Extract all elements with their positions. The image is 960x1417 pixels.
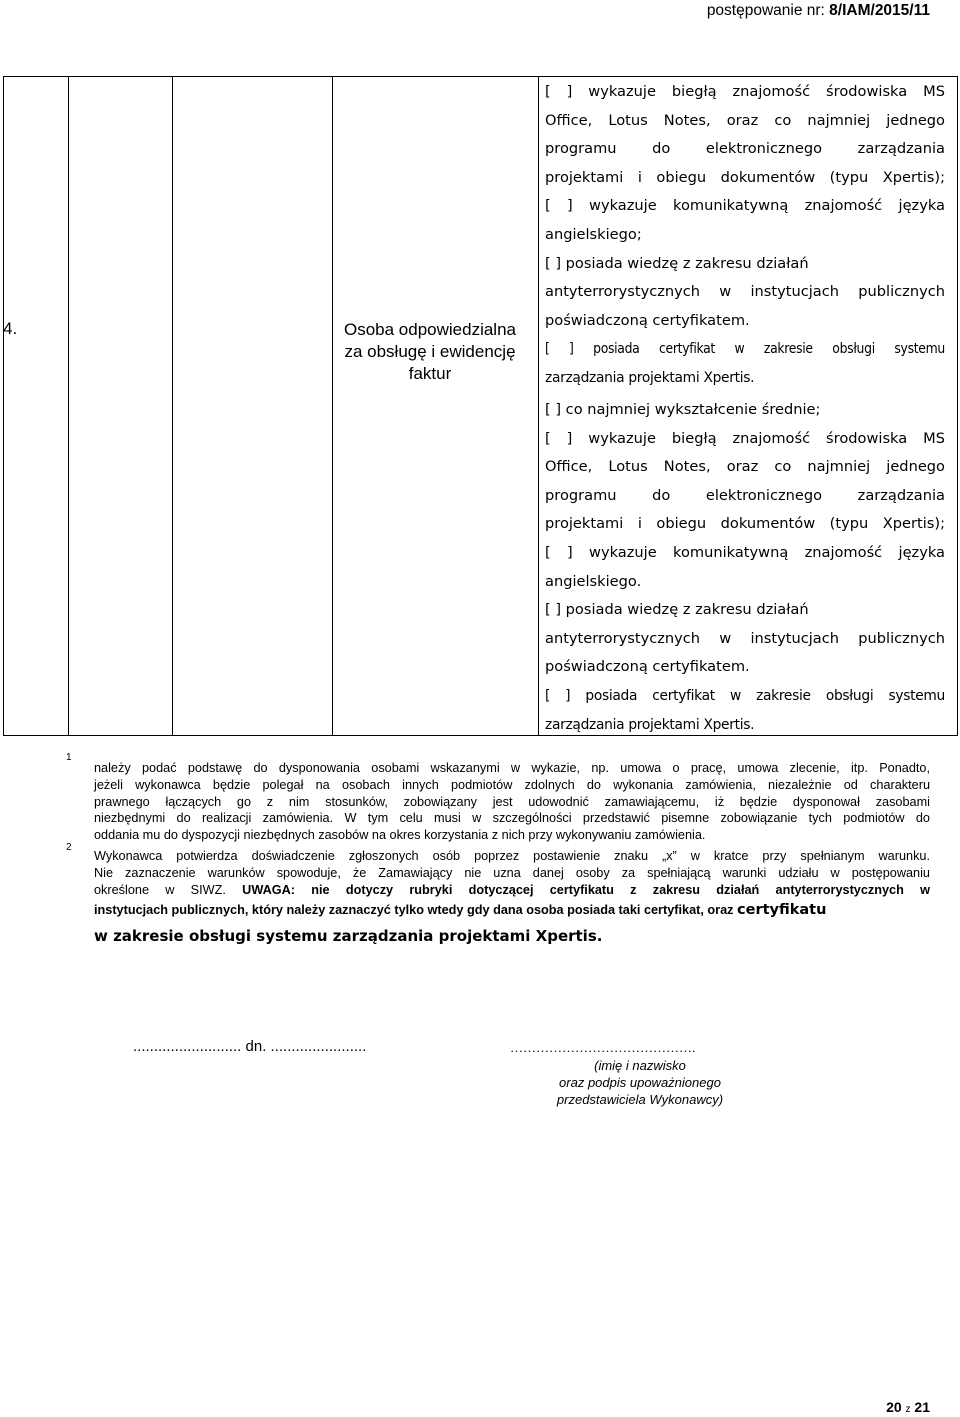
requirement-line: programu do elektronicznego zarządzania xyxy=(545,486,945,504)
footnote-line: Nie zaznaczenie warunków spowoduje, że Zamawiający nie uzna danej osoby za spełniającą warunki udziału w postępowaniu xyxy=(94,865,930,880)
footnote-line xyxy=(94,882,930,899)
reference-prefix: postępowanie nr: xyxy=(706,2,830,19)
requirement-line: Office, Lotus Notes, oraz co najmniej jednego xyxy=(545,458,945,476)
footnote-warning-end: w zakresie obsługi systemu zarządzania projektami Xpertis. xyxy=(94,927,603,945)
footnote-line xyxy=(94,902,930,919)
requirements-block-1 xyxy=(545,78,945,393)
requirement-line: [ ] wykazuje komunikatywną znajomość języka xyxy=(545,197,945,215)
table-divider xyxy=(172,77,173,735)
footnote-mark-1: 1 xyxy=(66,752,72,763)
signature-caption-line: oraz podpis upoważnionego xyxy=(559,1075,721,1090)
row-number: 4. xyxy=(3,319,18,338)
signature-caption xyxy=(520,1057,760,1108)
footnote-warning: certyfikatu xyxy=(737,902,827,919)
reference-number: 8/IAM/2015/11 xyxy=(829,2,930,19)
footnote-1 xyxy=(94,760,930,844)
requirement-line: Office, Lotus Notes, oraz co najmniej jednego xyxy=(545,111,945,129)
requirement-line: [ ] posiada wiedzę z zakresu działań xyxy=(545,254,809,272)
place-date-line: .......................... dn. ....................... xyxy=(133,1038,367,1055)
requirement-line: poświadczoną certyfikatem. xyxy=(545,311,750,329)
page-current: 20 xyxy=(886,1399,902,1415)
footnote-line: jeżeli wykonawca będzie polegał na osobach innych podmiotów zdolnych do wykonania zamówienia, niezależnie od charakteru xyxy=(94,777,930,792)
role-title-line: Osoba odpowiedzialna xyxy=(343,320,516,339)
role-title xyxy=(330,319,530,385)
requirement-line: zarządzania projektami Xpertis. xyxy=(545,369,755,386)
footnote-line: należy podać podstawę do dysponowania osobami wskazanymi w wykazie, np. umowa o pracę, umowa zlecenie, itp. Ponadto, xyxy=(94,761,930,775)
requirement-line: antyterrorystycznych w instytucjach publicznych xyxy=(545,629,945,647)
role-title-line: za obsługę i ewidencję xyxy=(344,342,516,361)
requirement-line: [ ] posiada certyfikat w zakresie obsługi systemu xyxy=(545,687,945,704)
footnote-warning: UWAGA: nie dotyczy rubryki dotyczącej certyfikatu z zakresu działań antyterrorystycznych w xyxy=(242,882,930,897)
requirement-line: zarządzania projektami Xpertis. xyxy=(545,716,755,733)
requirement-line: [ ] wykazuje biegłą znajomość środowiska MS xyxy=(545,83,945,100)
requirements-block-2 xyxy=(545,396,945,739)
footnote-line: oddania mu do dyspozycji niezbędnych zasobów na okres korzystania z nich przy wykonywaniu zamówienia. xyxy=(94,828,706,843)
requirement-line: projektami i obiegu dokumentów (typu Xpertis); xyxy=(545,515,945,533)
requirement-line: [ ] wykazuje biegłą znajomość środowiska MS xyxy=(545,429,945,447)
requirement-line: [ ] posiada wiedzę z zakresu działań xyxy=(545,601,809,619)
signature-caption-line: przedstawiciela Wykonawcy) xyxy=(556,1092,724,1107)
requirement-line: antyterrorystycznych w instytucjach publicznych xyxy=(545,283,945,301)
footnote-mark-2: 2 xyxy=(66,842,72,853)
signature-caption-line: (imię i nazwisko xyxy=(594,1058,686,1073)
footnote-text: określone w SIWZ. xyxy=(94,882,243,897)
footnote-line: prawnego łączących go z nim stosunków, zobowiązany jest udowodnić zamawiającemu, iż będzie dysponował zasobami xyxy=(94,794,930,809)
page-total: 21 xyxy=(914,1399,930,1415)
footnote-2 xyxy=(94,848,930,919)
footnote-line: niezbędnymi do realizacji zamówienia. W tym celu musi w szczególności przedstawić pisemne zobowiązanie tych podmiotów do xyxy=(94,811,930,826)
requirement-line: [ ] co najmniej wykształcenie średnie; xyxy=(545,401,821,418)
page-number xyxy=(886,1399,930,1415)
requirement-line: poświadczoną certyfikatem. xyxy=(545,658,750,676)
requirement-line: angielskiego. xyxy=(545,572,642,590)
table-divider xyxy=(538,77,539,735)
requirement-line: projektami i obiegu dokumentów (typu Xpertis); xyxy=(545,168,945,186)
requirement-line: [ ] posiada certyfikat w zakresie obsługi systemu xyxy=(545,341,945,358)
footnote-line: Wykonawca potwierdza doświadczenie zgłoszonych osób poprzez postawienie znaku „x” w kratce przy spełnianym warunku. xyxy=(94,849,930,863)
signature-line: ……………………………………. xyxy=(510,1040,696,1055)
requirement-line: [ ] wykazuje komunikatywną znajomość języka xyxy=(545,543,945,561)
table-divider xyxy=(332,77,333,735)
table-divider xyxy=(68,77,69,735)
page-of: z xyxy=(905,1404,911,1415)
role-title-line: faktur xyxy=(408,364,452,383)
document-reference xyxy=(707,2,930,20)
requirement-line: angielskiego; xyxy=(545,225,642,243)
requirement-line: programu do elektronicznego zarządzania xyxy=(545,140,945,158)
footnote-warning: instytucjach publicznych, który należy zaznaczyć tylko wtedy gdy dana osoba posiada taki certyfikat, oraz xyxy=(94,903,738,918)
